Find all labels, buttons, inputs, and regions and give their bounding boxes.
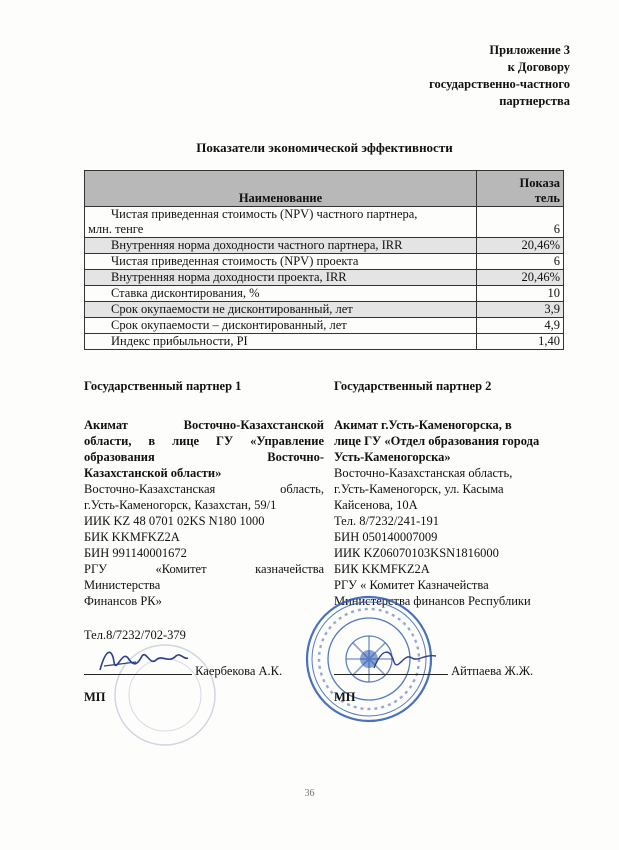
table-row [85, 270, 564, 286]
row-value: 4,9 [477, 318, 564, 334]
partner2-bik: БИК KKMFKZ2A [334, 562, 430, 576]
row-name-line1: Чистая приведенная стоимость (NPV) частного партнера, [111, 207, 418, 221]
row-name: Ставка дисконтирования, % [85, 286, 477, 302]
table-header-row [85, 171, 564, 207]
table-row [85, 318, 564, 334]
table-row [85, 302, 564, 318]
appendix-line: партнерства [499, 94, 570, 108]
partner1-treasury: Финансов РК» [84, 594, 162, 608]
partner2-org-line: лице ГУ «Отдел образования города [334, 434, 540, 448]
partner2-treasury: Министерства финансов Республики [334, 594, 531, 608]
column-header-value [477, 171, 564, 207]
partner1-bik: БИК KKMFKZ2A [84, 530, 180, 544]
partner2-treasury: РГУ « Комитет Казначейства [334, 578, 489, 592]
row-value: 20,46% [477, 238, 564, 254]
seal-label-2: МП [334, 690, 356, 704]
partner1-treasury: РГУ «Комитет казначейства [84, 562, 324, 576]
table-row [85, 238, 564, 254]
row-value: 3,9 [477, 302, 564, 318]
partner2-org-line: Акимат г.Усть-Каменогорска, в [334, 418, 512, 432]
row-name: Срок окупаемости – дисконтированный, лет [85, 318, 477, 334]
signer-name-1: Каербекова А.К. [195, 664, 283, 678]
row-value: 10 [477, 286, 564, 302]
signer-name-2: Айтпаева Ж.Ж. [451, 664, 534, 678]
partner1-treasury: Министерства [84, 578, 161, 592]
partner1-address: г.Усть-Каменогорск, Казахстан, 59/1 [84, 498, 277, 512]
partner1-address: Восточно-Казахстанская область, [84, 482, 324, 496]
signature-line-2 [334, 662, 533, 679]
appendix-line: Приложение 3 [489, 43, 570, 57]
column-header-name: Наименование [85, 171, 477, 207]
row-name: Срок окупаемости не дисконтированный, лет [85, 302, 477, 318]
partner2-org-line: Усть-Каменогорска» [334, 450, 451, 464]
appendix-line: государственно-частного [429, 77, 570, 91]
table-row [85, 286, 564, 302]
seal-label-1: МП [84, 690, 106, 704]
column-header-value-line1: Показа [519, 176, 560, 190]
partner1-heading: Государственный партнер 1 [84, 379, 242, 393]
partner2-address: Кайсенова, 10А [334, 498, 418, 512]
row-name: Внутренняя норма доходности проекта, IRR [85, 270, 477, 286]
partner2-heading: Государственный партнер 2 [334, 379, 492, 393]
partner1-bin: БИН 991140001672 [84, 546, 187, 560]
partner2-org [334, 417, 569, 465]
row-name: Индекс прибыльности, PI [85, 334, 477, 350]
row-name-line2: млн. тенге [88, 222, 144, 236]
partner1-iik: ИИК KZ 48 0701 02KS N180 1000 [84, 514, 265, 528]
partner1-org-line: образования Восточно- [84, 450, 324, 464]
partner2-phone: Тел. 8/7232/241-191 [334, 514, 440, 528]
efficiency-table [84, 170, 564, 350]
column-header-value-line2: тель [534, 191, 560, 205]
partner2-bin: БИН 050140007009 [334, 530, 438, 544]
row-value: 20,46% [477, 270, 564, 286]
signature-line-1 [84, 662, 282, 679]
row-name: Чистая приведенная стоимость (NPV) проекта [85, 254, 477, 270]
row-name [85, 207, 477, 238]
partner1-org-line: Казахстанской области» [84, 466, 222, 480]
row-value: 6 [477, 254, 564, 270]
partner2-iik: ИИК KZ06070103KSN1816000 [334, 546, 499, 560]
table-row [85, 334, 564, 350]
partner1-org [84, 417, 324, 481]
partner1-org-line: Акимат Восточно-Казахстанской [84, 418, 324, 432]
appendix-header [310, 42, 570, 110]
table-row [85, 207, 564, 238]
partner2-address: г.Усть-Каменогорск, ул. Касыма [334, 482, 504, 496]
row-value: 1,40 [477, 334, 564, 350]
partner1-org-line: области, в лице ГУ «Управление [84, 434, 324, 448]
partner1-block [84, 378, 324, 643]
row-value: 6 [477, 207, 564, 238]
partner2-address: Восточно-Казахстанская область, [334, 466, 513, 480]
row-name: Внутренняя норма доходности частного партнера, IRR [85, 238, 477, 254]
partner2-block [334, 378, 569, 609]
page-number: 36 [304, 788, 315, 799]
page-title: Показатели экономической эффективности [196, 140, 453, 155]
table-row [85, 254, 564, 270]
partner1-phone: Тел.8/7232/702-379 [84, 628, 186, 642]
appendix-line: к Договору [507, 60, 570, 74]
